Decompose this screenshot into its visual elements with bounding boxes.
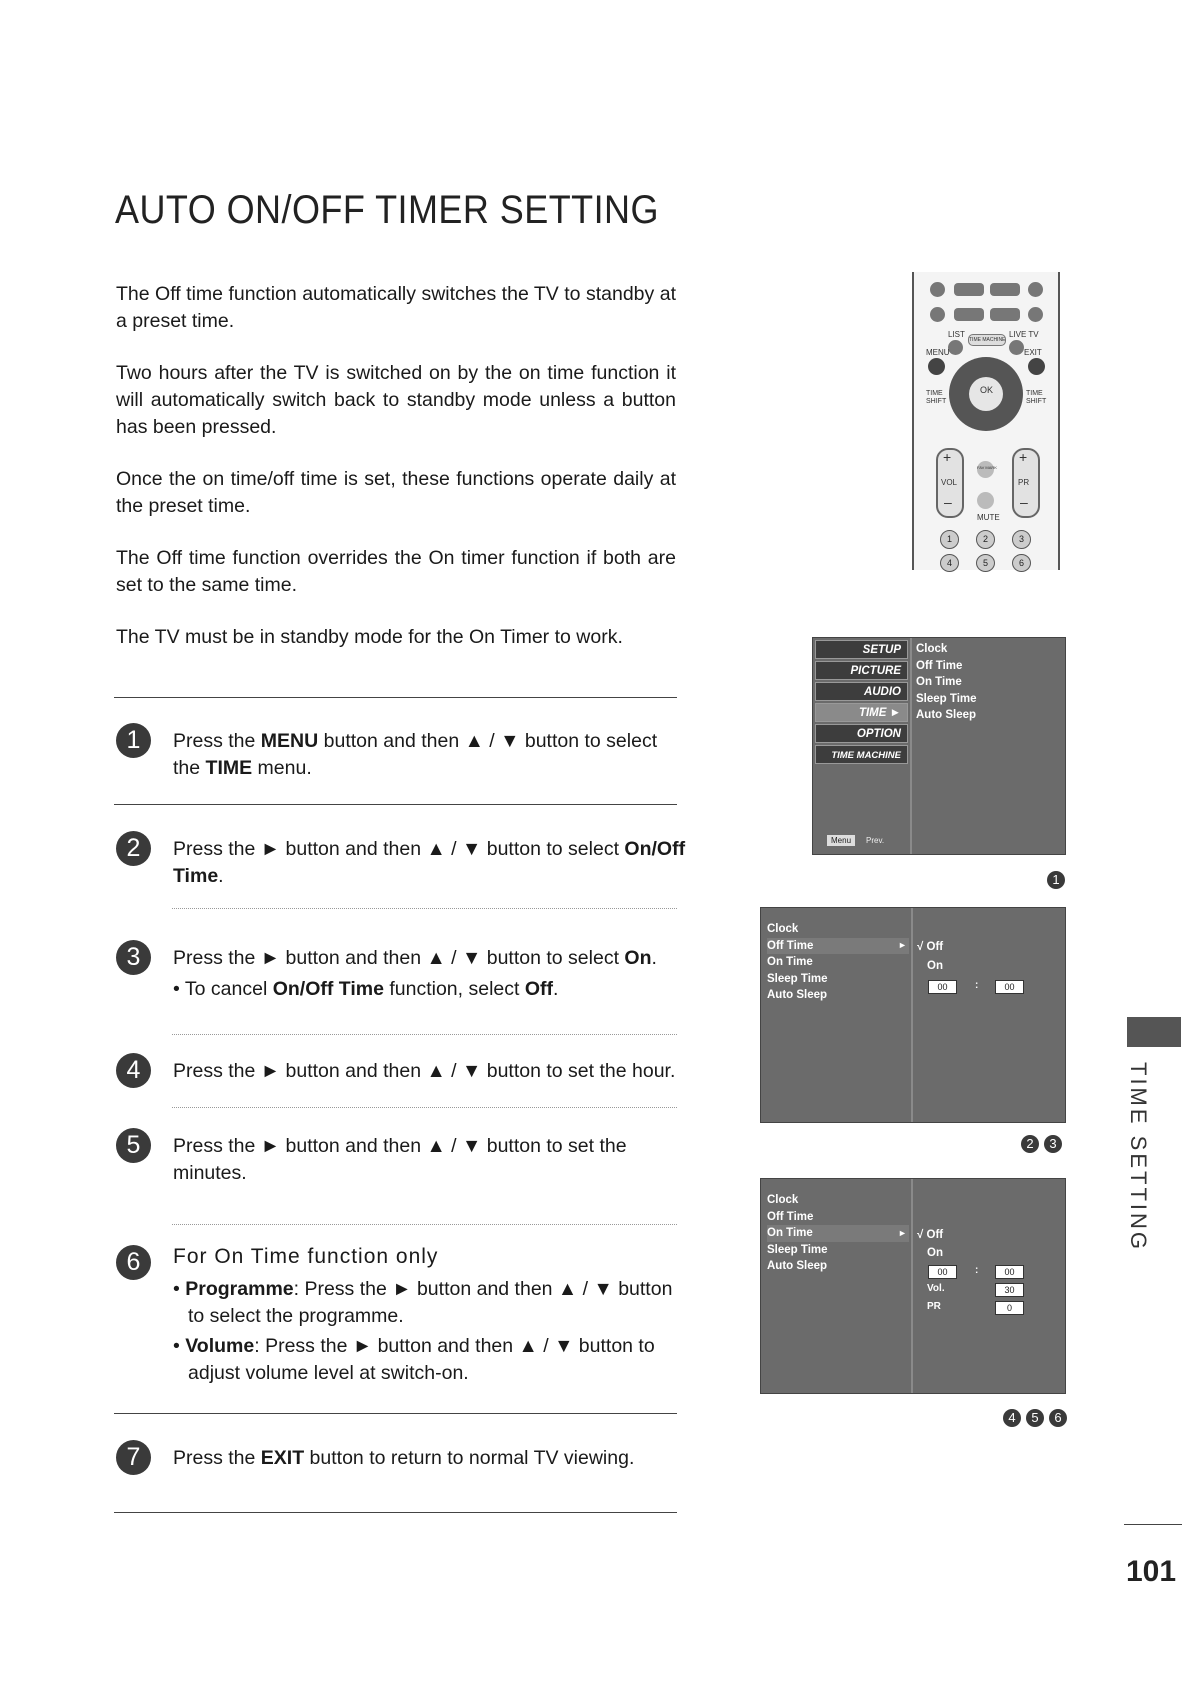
menu-item-on-time: On Time — [767, 1225, 909, 1242]
step-7-text — [173, 1445, 688, 1472]
step-1-text-a: Press the — [173, 730, 261, 752]
off-time-options — [917, 938, 943, 976]
screen-caption-step: 3 — [1044, 1135, 1062, 1153]
screen-caption-step: 2 — [1021, 1135, 1039, 1153]
step-7-text-a: Press the — [173, 1447, 261, 1469]
osd-time-menu-off-time — [760, 907, 1066, 1123]
list-label: LIST — [948, 330, 965, 339]
menu-separator — [911, 908, 913, 1122]
time-colon: : — [975, 1265, 979, 1276]
step-number-7: 7 — [116, 1440, 151, 1475]
digit-3-button: 3 — [1012, 530, 1031, 549]
menu-item-sleep-time: Sleep Time — [767, 972, 828, 985]
play-button-icon — [954, 283, 984, 296]
digit-6-button: 6 — [1012, 554, 1031, 572]
programme-field: 0 — [995, 1301, 1024, 1315]
volume-label: Volume — [185, 1335, 255, 1357]
screen-caption-step: 6 — [1049, 1409, 1067, 1427]
step-7-text-b: button to return to normal TV viewing. — [304, 1447, 635, 1469]
menu-item-off-time: Off Time — [767, 938, 909, 955]
step-6-heading: For On Time function only — [173, 1245, 439, 1268]
step-divider — [172, 1224, 677, 1225]
plus-icon: + — [1019, 449, 1028, 465]
arrow-right-icon: ► — [898, 940, 907, 950]
remote-control-illustration — [912, 272, 1060, 570]
menu-item-off-time: Off Time — [916, 659, 963, 672]
arrow-right-icon: ► — [898, 1228, 907, 1238]
step-1-text-b: button and then ▲ / ▼ button to select the — [173, 730, 658, 779]
time-shift-left-label: TIME SHIFT — [926, 390, 947, 405]
digit-2-button: 2 — [976, 530, 995, 549]
skip-back-button-icon — [930, 307, 945, 322]
step-number-5: 5 — [116, 1128, 151, 1163]
intro-paragraph-3: Once the on time/off time is set, these functions operate daily at the preset time. — [116, 468, 676, 517]
fast-forward-button-icon — [990, 308, 1020, 321]
off-option-name: Off — [524, 978, 554, 1000]
minute-field: 00 — [995, 980, 1024, 994]
osd-time-menu-on-time — [760, 1178, 1066, 1394]
section-divider — [114, 1413, 677, 1414]
time-menu-items — [767, 921, 909, 1004]
record-button-icon — [1028, 282, 1043, 297]
menu-item-on-time: On Time — [767, 956, 813, 968]
step-3-bullet-c: . — [553, 978, 559, 1000]
step-3-text-c: . — [651, 947, 657, 969]
option-off-checked: √ Off — [917, 941, 944, 953]
step-6-bullet-programme: • Programme: Press the ► button and then ▲ / ▼ button to select the programme. — [173, 1278, 673, 1327]
menu-label: MENU — [926, 348, 950, 357]
mute-label: MUTE — [977, 513, 1000, 522]
step-4-text: Press the ► button and then ▲ / ▼ button to set the hour. — [173, 1060, 676, 1082]
time-colon: : — [975, 980, 979, 991]
step-1-text-c: menu. — [252, 757, 312, 779]
menu-items — [916, 641, 977, 724]
on-option-name: On — [624, 947, 652, 969]
menu-item-sleep-time: Sleep Time — [916, 692, 977, 705]
section-divider — [114, 1512, 677, 1513]
step-6-bullet-volume: • Volume: Press the ► button and then ▲ / ▼ button to adjust volume level at switch-on. — [173, 1335, 655, 1384]
step-3-bullet-b: function, select — [383, 978, 525, 1000]
menu-key-name: MENU — [260, 730, 319, 752]
menu-item-on-time: On Time — [916, 676, 962, 688]
minus-icon: – — [944, 494, 952, 510]
menu-category-time-machine: TIME MACHINE — [815, 745, 908, 764]
menu-item-auto-sleep: Auto Sleep — [916, 709, 977, 721]
pause-button-icon — [990, 283, 1020, 296]
step-1-text — [173, 728, 688, 782]
pr-label: PR — [1018, 478, 1030, 487]
live-tv-button-icon — [1009, 340, 1024, 355]
option-on: On — [927, 960, 943, 972]
exit-key-name: EXIT — [260, 1447, 305, 1469]
step-2-text-a: Press the ► button and then ▲ / ▼ button to select — [173, 838, 625, 860]
step-number-2: 2 — [116, 831, 151, 866]
menu-category-time: TIME ► — [815, 703, 908, 722]
step-divider — [172, 1107, 677, 1108]
menu-item-sleep-time: Sleep Time — [767, 1243, 828, 1256]
step-number-6: 6 — [116, 1245, 151, 1280]
step-3-bullet — [173, 976, 688, 1003]
digit-1-button: 1 — [940, 530, 959, 549]
ok-label: OK — [980, 385, 994, 395]
menu-separator — [911, 1179, 913, 1393]
programme-text: : Press the ► button and then ▲ / ▼ button to select the programme. — [188, 1278, 673, 1327]
menu-item-clock: Clock — [767, 1194, 799, 1206]
menu-separator — [910, 638, 912, 854]
step-3-text — [173, 945, 688, 972]
on-time-options — [917, 1226, 943, 1262]
screen-caption-step: 5 — [1026, 1409, 1044, 1427]
section-divider — [114, 804, 677, 805]
step-number-4: 4 — [116, 1053, 151, 1088]
volume-label: Vol. — [927, 1283, 945, 1294]
stop-button-icon — [930, 282, 945, 297]
section-side-label: TIME SETTING — [1126, 1062, 1151, 1252]
step-divider — [172, 908, 677, 909]
page-number: 101 — [1126, 1555, 1177, 1588]
step-3-bullet-a: • To cancel — [173, 978, 273, 1000]
menu-item-clock: Clock — [916, 643, 948, 655]
menu-category-option: OPTION — [815, 724, 908, 743]
menu-category-audio: AUDIO — [815, 682, 908, 701]
on-off-time-name: On/Off Time — [272, 978, 384, 1000]
menu-item-auto-sleep: Auto Sleep — [767, 1260, 828, 1272]
menu-item-clock: Clock — [767, 923, 799, 935]
programme-label: PR — [927, 1301, 941, 1312]
menu-category-setup: SETUP — [815, 640, 908, 659]
menu-key-badge: Menu — [827, 835, 855, 846]
menu-item-auto-sleep: Auto Sleep — [767, 989, 828, 1001]
programme-label: Programme — [185, 1278, 294, 1300]
volume-text: : Press the ► button and then ▲ / ▼ button to adjust volume level at switch-on. — [188, 1335, 655, 1384]
step-number-1: 1 — [116, 723, 151, 758]
step-number-3: 3 — [116, 940, 151, 975]
intro-paragraph-5: The TV must be in standby mode for the On Timer to work. — [116, 626, 623, 648]
option-off-checked: √ Off — [917, 1229, 944, 1241]
rewind-button-icon — [954, 308, 984, 321]
plus-icon: + — [943, 449, 952, 465]
minus-icon: – — [1020, 494, 1028, 510]
step-2-text-c: . — [218, 865, 224, 887]
time-machine-button: TIME MACHINE — [968, 334, 1006, 346]
time-menu-items — [767, 1192, 909, 1275]
time-menu-name: TIME — [205, 757, 253, 779]
volume-field: 30 — [995, 1283, 1024, 1297]
section-tab-marker — [1127, 1017, 1181, 1047]
digit-5-button: 5 — [976, 554, 995, 572]
screen-caption-step: 1 — [1047, 871, 1065, 889]
live-tv-label: LIVE TV — [1009, 330, 1039, 339]
mute-button-icon — [977, 492, 994, 509]
intro-paragraph-4: The Off time function overrides the On timer function if both are set to the same time. — [116, 547, 676, 596]
hour-field: 00 — [928, 1265, 957, 1279]
exit-label: EXIT — [1024, 348, 1042, 357]
step-divider — [172, 1034, 677, 1035]
step-5-text: Press the ► button and then ▲ / ▼ button to set the minutes. — [173, 1135, 627, 1184]
exit-button-icon — [1028, 358, 1045, 375]
screen-caption-step: 4 — [1003, 1409, 1021, 1427]
minute-field: 00 — [995, 1265, 1024, 1279]
page-title: AUTO ON/OFF TIMER SETTING — [115, 188, 659, 232]
section-divider — [114, 697, 677, 698]
time-shift-right-label: TIME SHIFT — [1026, 390, 1047, 405]
digit-4-button: 4 — [940, 554, 959, 572]
menu-category-picture: PICTURE — [815, 661, 908, 680]
intro-paragraph-2: Two hours after the TV is switched on by the on time function it will automatically switch back to standby mode unless a button has been pressed. — [116, 362, 676, 438]
step-2-text — [173, 836, 688, 890]
on-off-time-name: On/Off Time — [173, 838, 686, 887]
intro-paragraph-1: The Off time function automatically switches the TV to standby at a preset time. — [116, 283, 676, 332]
list-button-icon — [948, 340, 963, 355]
vol-label: VOL — [941, 478, 958, 487]
menu-button-icon — [928, 358, 945, 375]
hour-field: 00 — [928, 980, 957, 994]
prev-label: Prev. — [866, 836, 885, 845]
step-3-text-a: Press the ► button and then ▲ / ▼ button to select — [173, 947, 625, 969]
osd-main-menu — [812, 637, 1066, 855]
menu-item-off-time: Off Time — [767, 1210, 814, 1223]
fav-label: FAV MARK — [977, 465, 997, 470]
footer-rule — [1124, 1524, 1182, 1525]
skip-forward-button-icon — [1028, 307, 1043, 322]
option-on: On — [927, 1247, 943, 1259]
